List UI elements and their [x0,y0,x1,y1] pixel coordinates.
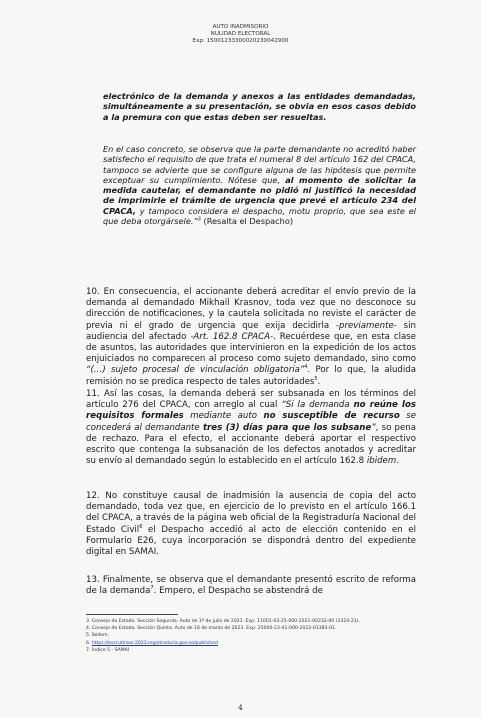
footnote-4: 4. Consejo de Estado. Sección Quinta. Auto de 16 de marzo de 2023. Exp: 25000-23-41-000-2022-01383-01. [86,626,337,632]
footnote-divider [86,614,178,615]
footnote-ref-7[interactable]: 7 [150,585,154,592]
quote2-emphasis-note: (Resalta el Despacho) [200,216,294,227]
page-number: 4 [238,704,243,712]
footnote-5: 5. Ibídem. [86,633,110,639]
footnote-3: 3. Consejo de Estado. Sección Segunda. Auto de 1º de julio de 2021. Exp: 11001-03-25-000-2021-00232-00 (1424-21). [86,619,360,624]
paragraph-13 [86,575,416,597]
quote1-text: electrónico de la demanda y anexos a las entidades demandadas, simultáneamente a su presentación, se obvia en esos casos debido a la premura con que estas deben ser resueltas. [103,91,416,122]
paragraph-10 [86,287,416,388]
footnote-6 [86,640,426,647]
para10-italic: -Art. 162.8 CPACA- [190,331,274,342]
para12-text: 12. No constituye causal de inadmisión la ausencia de copia del acto demandado, toda vez que, en ejercicio de lo previsto en el artículo 166.1 del CPACA, a través de la página web oficial de la Registraduría Nacional del Estado Civil [86,491,416,535]
para10-italic: “(…) sujeto procesal de vinculación obligatoria” [86,365,305,376]
footnote-7: 7. Índice 5 - SAMAI [86,647,130,653]
para11-italic: “Si la demanda [281,400,354,411]
paragraph-12 [86,491,416,558]
header-subtitle: NULIDAD ELECTORAL [210,31,271,38]
para11-italic: ibidem [366,456,397,467]
para10-text: . [317,376,321,387]
footnote-ref-4[interactable]: 4 [304,364,308,371]
footnote-6-link[interactable]: https://escrutinios-2023.registraduria.gov.co/published [91,640,218,646]
para10-text: . Por lo que, la aludida remisión no se predica respecto de tales autoridades [86,365,416,387]
para10-italic: -previamente- [335,320,397,331]
para11-bold-italic: no susceptible de recurso [263,411,400,422]
para13-text: 13. Finalmente, se observa que el demandante presentó escrito de reforma de la demanda [86,575,416,597]
para13-text: . Empero, el Despacho se abstendrá de [153,586,323,597]
para11-text: 11. Así las cosas, la demanda deberá ser subsanada en los términos del artículo 276 del CPACA, con arreglo al cual [86,389,416,411]
para11-bold-italic: tres (3) días para que los subsane [202,422,372,433]
para11-italic: se concederá al demandante [86,411,417,433]
quote-block [103,144,416,226]
para10-text: . Recuérdese que, en esta clase de asuntos, las autoridades que intervinieron en la expedición de los actos enjuiciados no comparecen al proceso como sujeto demandado, sino como [86,331,417,365]
para11-bold-italic: no reúne los requisitos formales [86,400,416,422]
footnote-ref-3[interactable]: 3 [197,216,201,223]
footnote-6-number: 6. [86,640,92,646]
para11-italic: ” [371,422,376,433]
quote2-text: En el caso concreto, se observa que la parte demandante no acreditó haber satisfecho el requisito de que trata el numeral 8 del artículo 162 del CPACA, tampoco se advierte que se configure alguna de las hipótesis que permite exceptuar su cumplimiento. Nótese que, [103,144,416,185]
footnotes [86,618,426,654]
paragraph-11 [86,389,416,467]
quote-continuation [103,91,416,122]
para10-text: sin audiencia del afectado [86,320,416,342]
header-case-number: Exp: 15001233300020230042900 [192,38,289,45]
para12-text: el Despacho accedió al acto de elección contenido en el Formulario E26, cuya incorporación se dispondrá dentro del expediente digital en SAMAI. [86,524,416,558]
footnote-ref-5[interactable]: 5 [314,375,318,382]
footnote-ref-6[interactable]: 6 [139,523,143,530]
para10-text: 10. En consecuencia, el accionante deberá acreditar el envío previo de la demanda al demandado Mikhail Krasnov, toda vez que no desconoce su dirección de notificaciones, y la cautela solicitada no reviste el carácter de previa ni el grado de urgencia que exija decidirla [86,287,416,331]
header-title: AUTO INADMISORIO [212,24,269,30]
quote2-bold: al momento de solicitar la medida cautelar, el demandante no pidió ni justificó la necesidad de imprimirle el trámite de urgencia que prevé el artículo 234 del CPACA, [103,174,416,216]
quote2-text-2: y tampoco considera el despacho, motu proprio, que sea este el que deba otorgársele.” [103,205,416,227]
para11-italic: mediante auto [183,411,264,422]
para11-text: . [396,456,399,467]
para11-text: , so pena de rechazo. Para el efecto, el accionante deberá aportar el respectivo escrito que contenga la subsanación de los defectos anotados y acreditar su envío al demandado según lo establecido en el artículo 162.8 [86,422,417,467]
page-header [0,24,481,46]
